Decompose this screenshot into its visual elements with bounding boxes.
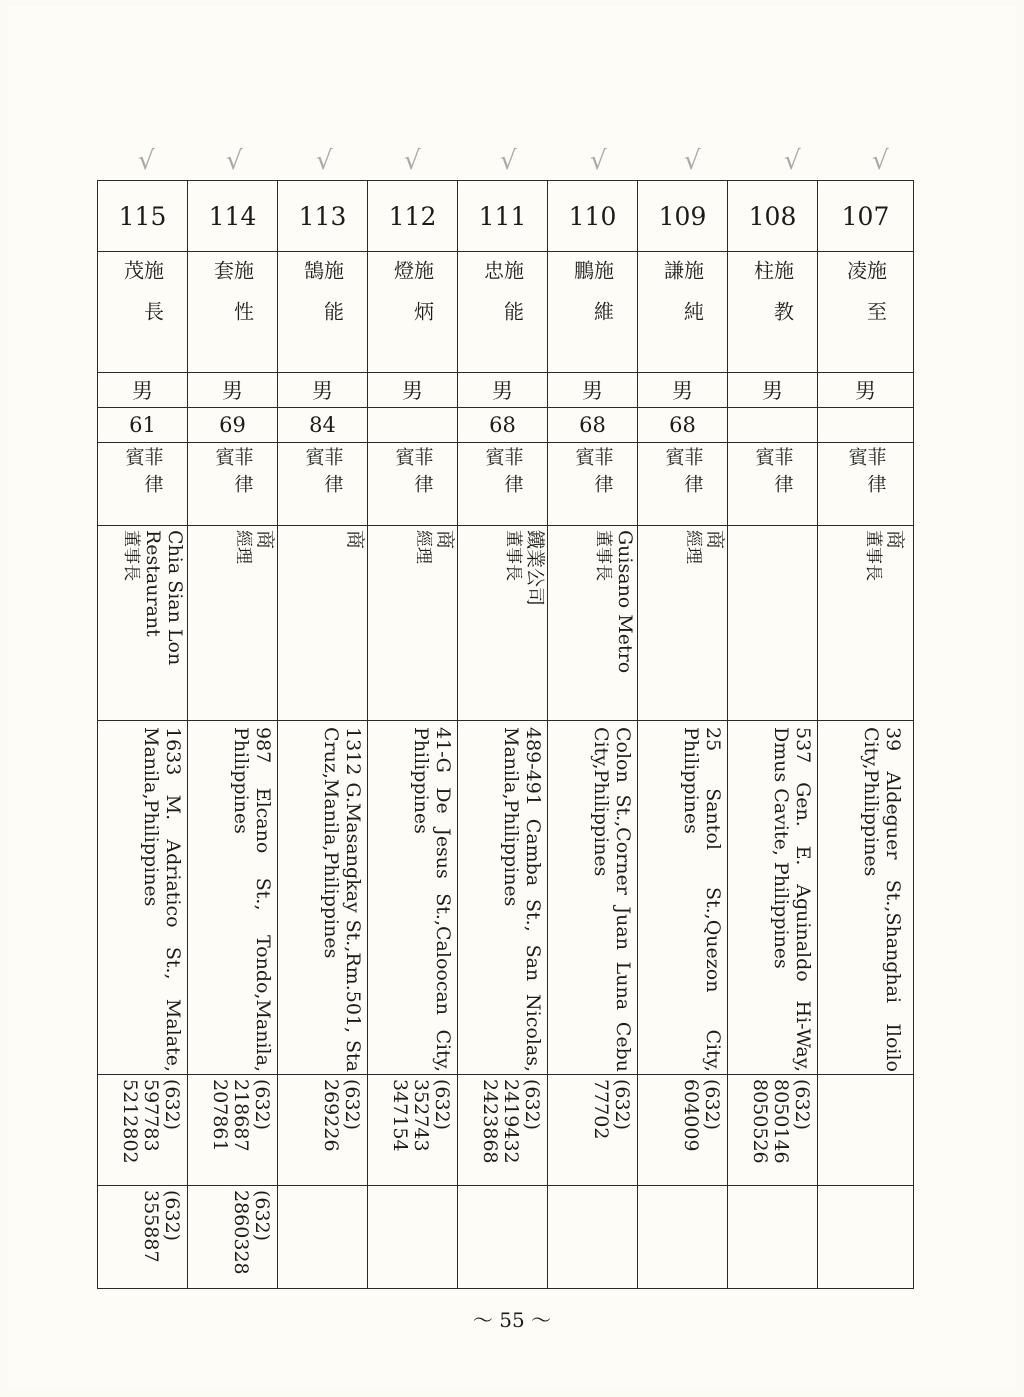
age-cell: 69 bbox=[188, 408, 278, 443]
name-cell bbox=[368, 252, 458, 373]
name-cell bbox=[458, 252, 548, 373]
nationality-cell bbox=[458, 443, 548, 526]
telephone-row bbox=[98, 1075, 914, 1186]
checkmark: √ bbox=[316, 146, 333, 176]
person-name: 施教柱 bbox=[750, 260, 795, 342]
nationality-cell bbox=[728, 443, 818, 526]
fax-cell bbox=[368, 1186, 458, 1289]
fax-cell bbox=[188, 1186, 278, 1289]
sex-cell: 男 bbox=[818, 373, 914, 408]
page-number: ～ 55 ～ bbox=[472, 1308, 552, 1332]
age-cell: 84 bbox=[278, 408, 368, 443]
nationality: 菲律賓 bbox=[212, 447, 254, 501]
telephone-cell bbox=[728, 1075, 818, 1186]
occupation-line1: 鐵業公司 bbox=[524, 530, 546, 607]
sex-cell: 男 bbox=[728, 373, 818, 408]
telephone-cell bbox=[638, 1075, 728, 1186]
address-cell bbox=[188, 721, 278, 1075]
occupation-line2: 董事長 bbox=[121, 530, 141, 581]
occupation-line2: 經理 bbox=[683, 530, 703, 564]
address: 41-G De Jesus St.,Caloocan City, Philippines bbox=[410, 727, 454, 1072]
nationality-cell bbox=[368, 443, 458, 526]
address-row bbox=[98, 721, 914, 1075]
nationality: 菲律賓 bbox=[662, 447, 704, 501]
nationality-cell bbox=[818, 443, 914, 526]
address-cell bbox=[278, 721, 368, 1075]
entry-id: 108 bbox=[728, 181, 818, 252]
age-cell bbox=[368, 408, 458, 443]
checkmark: √ bbox=[684, 146, 701, 176]
address-cell bbox=[548, 721, 638, 1075]
person-name: 施能忠 bbox=[480, 260, 525, 342]
occupation-cell bbox=[548, 526, 638, 721]
fax-cell bbox=[638, 1186, 728, 1289]
fax-cell bbox=[818, 1186, 914, 1289]
telephone-cell bbox=[188, 1075, 278, 1186]
checkmark: √ bbox=[784, 146, 801, 176]
register-table bbox=[97, 180, 914, 1289]
occupation-cell bbox=[818, 526, 914, 721]
entry-id: 112 bbox=[368, 181, 458, 252]
address: 537 Gen. E. Aguinaldo Hi-Way, Dmus Cavite, Philippines bbox=[770, 727, 814, 1072]
sex-cell: 男 bbox=[188, 373, 278, 408]
address-cell bbox=[818, 721, 914, 1075]
occupation-line1: 商 bbox=[884, 530, 906, 550]
occupation-line2: 董事長 bbox=[593, 530, 613, 581]
person-name: 施性套 bbox=[210, 260, 255, 342]
checkmark: √ bbox=[226, 146, 243, 176]
age-cell: 68 bbox=[458, 408, 548, 443]
nationality: 菲律賓 bbox=[392, 447, 434, 501]
occupation-cell bbox=[458, 526, 548, 721]
telephone-cell bbox=[548, 1075, 638, 1186]
checkmark: √ bbox=[872, 146, 889, 176]
age-cell: 61 bbox=[98, 408, 188, 443]
occupation-cell bbox=[368, 526, 458, 721]
person-name: 施長茂 bbox=[120, 260, 165, 342]
id-row bbox=[98, 181, 914, 252]
occupation-line1: 商 bbox=[434, 530, 456, 550]
nationality: 菲律賓 bbox=[122, 447, 164, 501]
telephone: (632) 269226 bbox=[320, 1079, 363, 1152]
occupation-line2: 董事長 bbox=[503, 530, 523, 581]
sex-cell: 男 bbox=[278, 373, 368, 408]
nationality-cell bbox=[188, 443, 278, 526]
address-cell bbox=[458, 721, 548, 1075]
address: 25 Santol St.,Quezon City, Philippines bbox=[680, 727, 724, 1072]
fax bbox=[728, 1190, 813, 1289]
telephone: (632) 352743 347154 bbox=[389, 1079, 453, 1152]
occupation-cell bbox=[638, 526, 728, 721]
person-name: 施至凌 bbox=[843, 260, 888, 342]
address: 1633 M. Adriatico St., Malate, Manila,Philippines bbox=[140, 727, 184, 1072]
fax-cell bbox=[278, 1186, 368, 1289]
name-cell bbox=[818, 252, 914, 373]
checkmark: √ bbox=[590, 146, 607, 176]
fax: (632) 2860328 bbox=[230, 1190, 273, 1275]
checkmark: √ bbox=[500, 146, 517, 176]
telephone-cell bbox=[458, 1075, 548, 1186]
sex-row bbox=[98, 373, 914, 408]
name-cell bbox=[278, 252, 368, 373]
occupation-row bbox=[98, 526, 914, 721]
entry-id: 111 bbox=[458, 181, 548, 252]
telephone: (632) 2419432 2423868 bbox=[479, 1079, 543, 1164]
occupation-line1: Chia Sian Lon Restaurant bbox=[142, 530, 186, 666]
checkmark: √ bbox=[404, 146, 421, 176]
fax-cell bbox=[548, 1186, 638, 1289]
telephone: (632) 8050146 8050526 bbox=[749, 1079, 813, 1164]
fax bbox=[368, 1190, 453, 1289]
address: 39 Aldeguer St.,Shanghai Iloilo City,Philippines bbox=[860, 727, 904, 1072]
entry-id: 110 bbox=[548, 181, 638, 252]
occupation-line1: 商 bbox=[344, 530, 366, 550]
occupation-cell bbox=[188, 526, 278, 721]
address-cell bbox=[98, 721, 188, 1075]
fax-cell bbox=[728, 1186, 818, 1289]
nationality: 菲律賓 bbox=[572, 447, 614, 501]
telephone-cell bbox=[818, 1075, 914, 1186]
sex-cell: 男 bbox=[638, 373, 728, 408]
age-cell: 68 bbox=[548, 408, 638, 443]
name-row bbox=[98, 252, 914, 373]
person-name: 施維鵬 bbox=[570, 260, 615, 342]
address-cell bbox=[728, 721, 818, 1075]
nationality-cell bbox=[548, 443, 638, 526]
nationality: 菲律賓 bbox=[302, 447, 344, 501]
age-cell bbox=[818, 408, 914, 443]
telephone: (632) 77702 bbox=[590, 1079, 633, 1140]
nationality: 菲律賓 bbox=[752, 447, 794, 501]
person-name: 施能鵠 bbox=[300, 260, 345, 342]
entry-id: 114 bbox=[188, 181, 278, 252]
occupation-line2: 董事長 bbox=[863, 530, 883, 581]
telephone: (632) 597783 5212802 bbox=[119, 1079, 183, 1164]
fax bbox=[548, 1190, 633, 1289]
occupation-cell bbox=[728, 526, 818, 721]
fax-row bbox=[98, 1186, 914, 1289]
name-cell bbox=[188, 252, 278, 373]
entry-id: 109 bbox=[638, 181, 728, 252]
person-name: 施炳燈 bbox=[390, 260, 435, 342]
entry-id: 115 bbox=[98, 181, 188, 252]
telephone: (632) 218687 207861 bbox=[209, 1079, 273, 1152]
nationality-cell bbox=[278, 443, 368, 526]
fax: (632) 355887 bbox=[140, 1190, 183, 1263]
address: Colon St.,Corner Juan Luna Cebu City,Philippines bbox=[590, 727, 634, 1072]
person-name: 施純謙 bbox=[660, 260, 705, 342]
occupation-line1: 商 bbox=[704, 530, 726, 550]
address: 489-491 Camba St., San Nicolas, Manila,Philippines bbox=[500, 727, 544, 1072]
nationality-cell bbox=[98, 443, 188, 526]
occupation-line2: 經理 bbox=[233, 530, 253, 564]
address-cell bbox=[638, 721, 728, 1075]
fax bbox=[458, 1190, 543, 1289]
name-cell bbox=[728, 252, 818, 373]
age-cell bbox=[728, 408, 818, 443]
telephone-cell bbox=[278, 1075, 368, 1186]
entry-id: 113 bbox=[278, 181, 368, 252]
address: 987 Elcano St., Tondo,Manila, Philippines bbox=[230, 727, 274, 1072]
nationality: 菲律賓 bbox=[845, 447, 887, 501]
nationality: 菲律賓 bbox=[482, 447, 524, 501]
address-cell bbox=[368, 721, 458, 1075]
sex-cell: 男 bbox=[458, 373, 548, 408]
sex-cell: 男 bbox=[98, 373, 188, 408]
checkmark: √ bbox=[138, 146, 155, 176]
occupation-line1: Guisano Metro bbox=[614, 530, 636, 674]
sex-cell: 男 bbox=[548, 373, 638, 408]
occupation-cell bbox=[98, 526, 188, 721]
name-cell bbox=[548, 252, 638, 373]
name-cell bbox=[98, 252, 188, 373]
nationality-cell bbox=[638, 443, 728, 526]
telephone-cell bbox=[368, 1075, 458, 1186]
sex-cell: 男 bbox=[368, 373, 458, 408]
age-cell: 68 bbox=[638, 408, 728, 443]
telephone bbox=[818, 1079, 903, 1183]
telephone: (632) 604009 bbox=[680, 1079, 723, 1152]
occupation-line1: 商 bbox=[254, 530, 276, 550]
entry-id: 107 bbox=[818, 181, 914, 252]
occupation-line2: 經理 bbox=[413, 530, 433, 564]
telephone-cell bbox=[98, 1075, 188, 1186]
fax bbox=[818, 1190, 903, 1289]
fax-cell bbox=[458, 1186, 548, 1289]
address: 1312 G.Masangkay St.,Rm.501, Sta Cruz,Manila,Philippines bbox=[320, 727, 364, 1072]
name-cell bbox=[638, 252, 728, 373]
nationality-row bbox=[98, 443, 914, 526]
occupation-cell bbox=[278, 526, 368, 721]
age-row bbox=[98, 408, 914, 443]
fax bbox=[278, 1190, 363, 1289]
fax-cell bbox=[98, 1186, 188, 1289]
fax bbox=[638, 1190, 723, 1289]
